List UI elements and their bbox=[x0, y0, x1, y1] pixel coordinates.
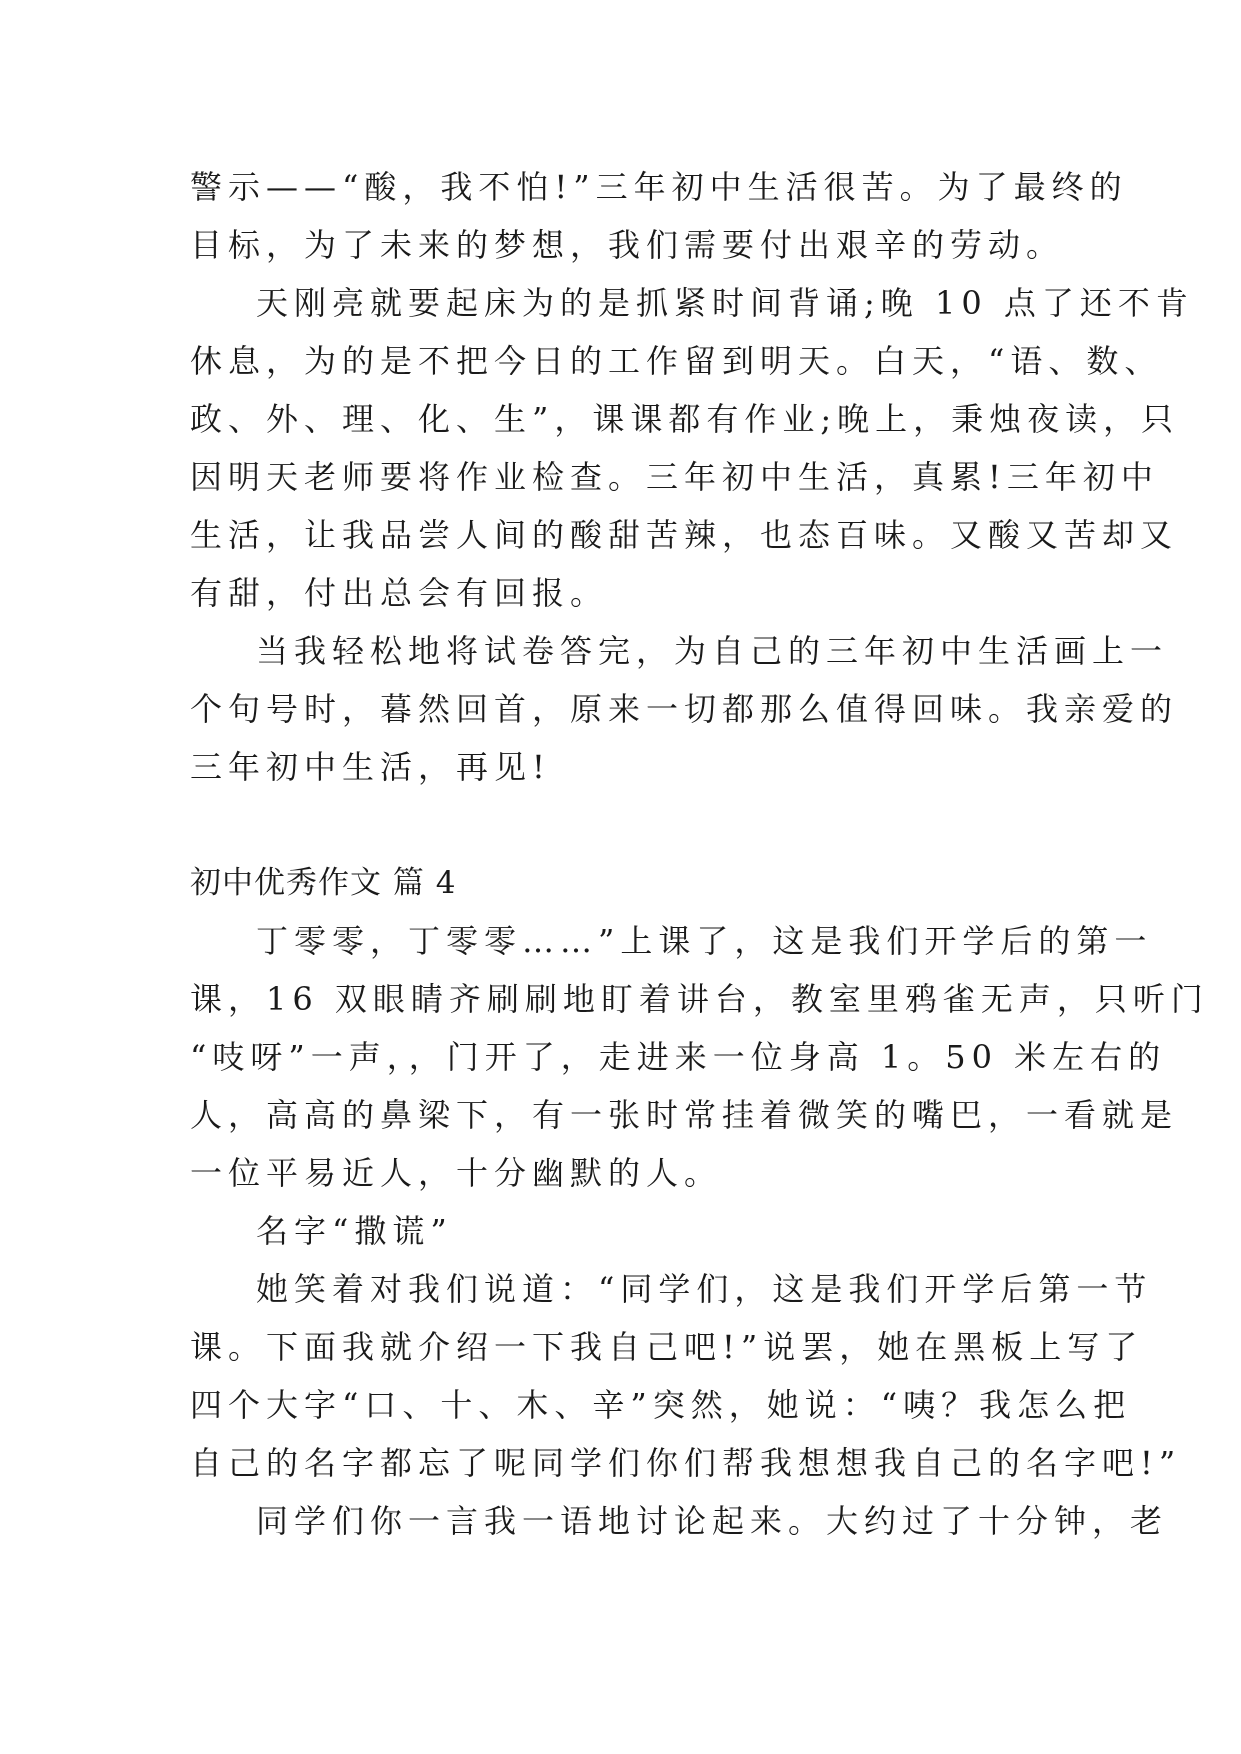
text-line: 警示——“酸，我不怕!”三年初中生活很苦。为了最终的 bbox=[190, 168, 1128, 206]
text-line: 有甜，付出总会有回报。 bbox=[190, 574, 609, 612]
text-line: 休息，为的是不把今日的工作留到明天。白天，“语、数、 bbox=[190, 342, 1163, 380]
text-line: 丁零零，丁零零……”上课了，这是我们开学后的第一 bbox=[256, 922, 1153, 960]
text-line: 天刚亮就要起床为的是抓紧时间背诵;晚 10 点了还不肯 bbox=[256, 284, 1194, 322]
paragraph bbox=[190, 158, 1128, 274]
text-line: 四个大字“口、十、木、辛”突然，她说：“咦？我怎么把 bbox=[190, 1386, 1132, 1424]
text-line: 目标，为了未来的梦想，我们需要付出艰辛的劳动。 bbox=[190, 226, 1065, 264]
text-line: 个句号时，暮然回首，原来一切都那么值得回味。我亲爱的 bbox=[190, 690, 1179, 728]
paragraph bbox=[190, 1492, 1169, 1550]
text-line: 因明天老师要将作业检查。三年初中生活，真累!三年初中 bbox=[190, 458, 1159, 496]
text-line: 人，高高的鼻梁下，有一张时常挂着微笑的嘴巴，一看就是 bbox=[190, 1096, 1179, 1134]
essay-body bbox=[190, 158, 1209, 1550]
blank-line bbox=[190, 796, 1070, 854]
text-line: 一位平易近人，十分幽默的人。 bbox=[190, 1154, 723, 1192]
text-line: “吱呀”一声，，门开了，走进来一位身高 1。50 米左右的 bbox=[190, 1038, 1167, 1076]
text-line: 同学们你一言我一语地讨论起来。大约过了十分钟，老 bbox=[256, 1502, 1169, 1540]
text-line: 生活，让我品尝人间的酸甜苦辣，也态百味。又酸又苦却又 bbox=[190, 516, 1179, 554]
text-line: 名字“撒谎” bbox=[256, 1212, 453, 1250]
section-heading: 初中优秀作文 篇 4 bbox=[190, 865, 457, 901]
text-line: 课，16 双眼睛齐刷刷地盯着讲台，教室里鸦雀无声，只听门 bbox=[190, 980, 1209, 1018]
text-line: 政、外、理、化、生”，课课都有作业;晚上，秉烛夜读，只 bbox=[190, 400, 1180, 438]
text-line: 当我轻松地将试卷答完，为自己的三年初中生活画上一 bbox=[256, 632, 1169, 670]
paragraph bbox=[190, 622, 1179, 796]
paragraph bbox=[190, 1202, 1070, 1260]
text-line: 她笑着对我们说道：“同学们，这是我们开学后第一节 bbox=[256, 1270, 1153, 1308]
paragraph bbox=[190, 1260, 1182, 1492]
paragraph bbox=[190, 274, 1194, 622]
paragraph bbox=[190, 912, 1209, 1202]
text-line: 三年初中生活，再见! bbox=[190, 748, 551, 786]
text-line: 自己的名字都忘了呢同学们你们帮我想想我自己的名字吧!” bbox=[190, 1444, 1182, 1482]
text-line: 课。下面我就介绍一下我自己吧!”说罢，她在黑板上写了 bbox=[190, 1328, 1144, 1366]
